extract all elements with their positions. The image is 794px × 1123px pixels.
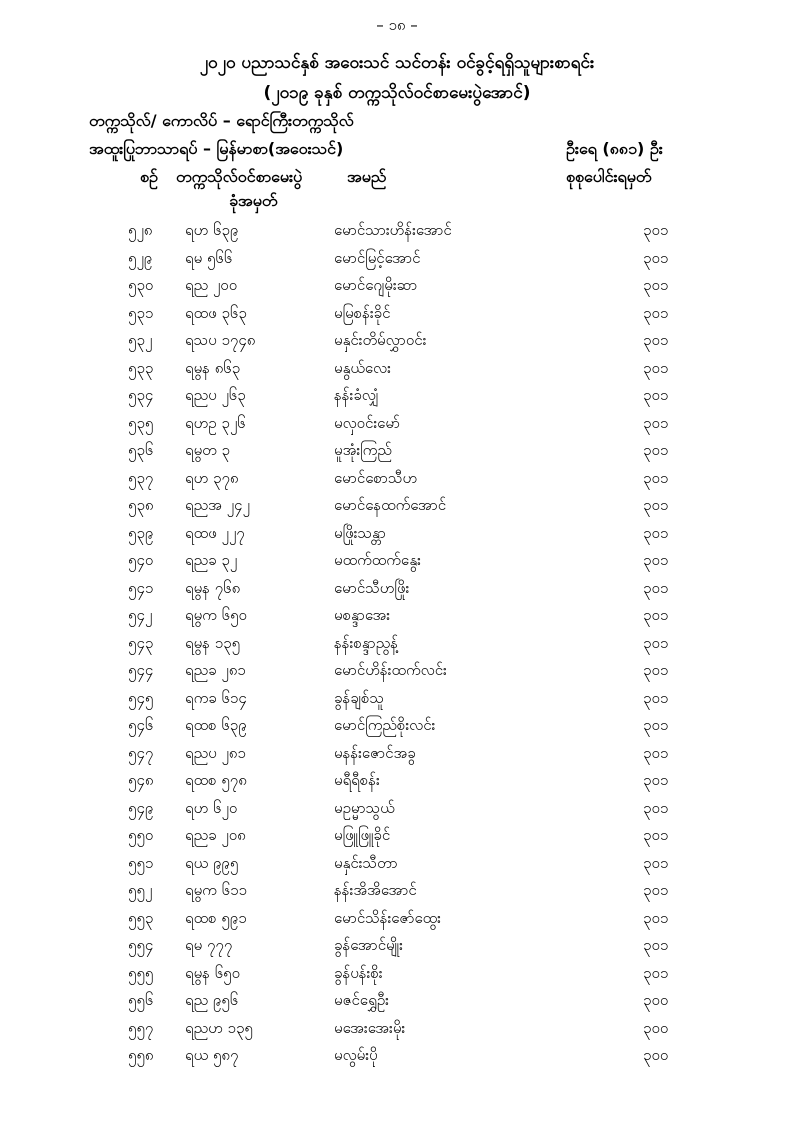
row-number: ၅၃၈ [128,496,154,514]
row-name: မောင်မြင့်အောင် [334,248,421,267]
row-score: ၃၀၁ [643,303,669,322]
row-roll-number: ရထဖ ၃၆၃ [185,303,247,322]
table-row [0,767,794,795]
row-number: ၅၃၉ [128,523,154,542]
row-roll-number: ရမွက ၆၁၁ [185,881,247,899]
row-number: ၅၅၁ [128,853,154,872]
row-score: ၃၀၁ [643,358,669,377]
row-score: ၃၀၀ [643,991,669,1009]
column-header-no: စဉ် [140,167,158,186]
row-score: ၃၀၁ [643,908,669,927]
row-score: ၃၀၁ [643,551,669,569]
table-row [0,300,794,328]
row-score: ၃၀၀ [643,1018,669,1037]
row-name: မနွယ်လေး [334,358,391,377]
row-score: ၃၀၁ [643,936,669,954]
row-roll-number: ရညပ ၂၆၃ [185,386,246,404]
row-number: ၅၄၄ [128,661,154,679]
table-row [0,822,794,850]
row-name: မစန္ဒာအေး [334,606,391,624]
row-score: ၃၀၁ [643,743,669,762]
row-score: ၃၀၁ [643,606,669,624]
table-row [0,932,794,960]
row-name: မလှဝင်းမော် [334,413,401,432]
row-name: မောင်နေထက်အောင် [334,496,447,514]
row-roll-number: ရည ၉၅၆ [185,991,239,1009]
row-roll-number: ရထစ ၆၃၉ [185,716,247,734]
row-name: မောင်သိန်းဇော်ထွေး [334,908,441,927]
row-roll-number: ရကခ ၆၁၄ [185,688,247,707]
page-number: – ၁၈ – [376,16,418,34]
document-title: ၂၀၂၀ ပညာသင်နှစ် အဝေးသင် သင်တန်း ဝင်ခွင့်ရရှိသူများစာရင်း [199,53,595,73]
table-row [0,410,794,438]
row-name: နန်းအိအိအောင် [334,881,417,899]
row-roll-number: ရထစ ၅၉၁ [185,908,247,927]
table-row [0,465,794,493]
row-number: ၅၅၃ [128,908,154,927]
row-name: ခွန်ချစ်သူ [334,688,384,707]
row-score: ၃၀၁ [643,688,669,707]
row-score: ၃၀၁ [643,826,669,844]
table-row [0,740,794,768]
row-score: ၃၀၁ [643,413,669,432]
row-name: မအေးအေးမိုး [334,1018,406,1037]
row-number: ၅၅၂ [128,881,153,899]
row-roll-number: ရညခ ၂၈၁ [185,661,246,679]
row-score: ၃၀၁ [643,386,669,404]
row-name: နန်းခံလျှံ [334,386,379,404]
row-score: ၃၀၁ [643,798,669,817]
table-row [0,877,794,905]
row-name: နန်းစန္ဒာညွန့် [334,633,398,652]
table-row [0,492,794,520]
table-row [0,520,794,548]
row-number: ၅၅၇ [128,1018,154,1037]
row-roll-number: ရမွန ၆၅၀ [185,963,241,982]
row-roll-number: ရသပ ၁၇၄၈ [185,331,256,349]
row-number: ၅၄၃ [128,633,154,652]
row-roll-number: ရမ ၅၆၆ [185,248,233,267]
row-roll-number: ရမွတ ၃ [185,441,230,459]
row-name: မောင်ဟိန်းထက်လင်း [334,661,447,679]
row-score: ၃၀၁ [643,248,669,267]
row-roll-number: ရထစ ၅၇၈ [185,771,247,789]
table-row [0,217,794,245]
row-name: မဖြိုးသန္တာ [334,523,386,542]
row-name: မဥမ္မာသွယ် [334,798,395,817]
table-row [0,602,794,630]
row-number: ၅၃၃ [128,358,154,377]
row-score: ၃၀၁ [643,578,669,597]
results-table [0,217,794,1070]
row-name: မနှင်းသီတာ [334,853,398,872]
row-number: ၅၄၂ [128,606,153,624]
table-row [0,685,794,713]
row-name: မောင်စောသီဟ [334,468,418,487]
row-roll-number: ရည ၂၀၀ [185,276,238,294]
row-name: ခွန်အောင်မျိုး [334,936,403,954]
row-name: မနန်းဇောင်အခွ [334,743,416,762]
row-score: ၃၀၁ [643,276,669,294]
column-header-roll-line2: ခုံအမှတ် [229,191,278,210]
row-score: ၃၀၁ [643,523,669,542]
row-number: ၅၅၆ [128,991,154,1009]
row-roll-number: ရဟဥ ၃၂၆ [185,413,246,432]
row-score: ၃၀၁ [643,716,669,734]
row-roll-number: ရညဟ ၁၃၅ [185,1018,253,1037]
row-number: ၅၃၂ [128,331,153,349]
row-number: ၅၄၁ [128,578,154,597]
row-name: မမြစန်းခိုင် [334,303,391,322]
row-roll-number: ရဟ ၆၃၉ [185,221,239,239]
table-row [0,547,794,575]
row-name: မဇင်ရွှေဦး [334,991,389,1009]
row-number: ၅၃၁ [128,303,154,322]
table-row [0,575,794,603]
row-number: ၅၃၅ [128,413,154,432]
table-row [0,960,794,988]
row-number: ၅၄၈ [128,771,154,789]
row-number: ၅၂၈ [128,221,153,239]
table-row [0,355,794,383]
table-row [0,245,794,273]
row-number: ၅၄၆ [128,716,154,734]
row-score: ၃၀၁ [643,963,669,982]
row-number: ၅၅၀ [128,826,154,844]
row-number: ၅၃၇ [128,468,154,487]
row-number: ၅၄၉ [128,798,154,817]
table-row [0,327,794,355]
row-roll-number: ရညအ ၂၄၂ [185,496,250,514]
row-number: ၅၂၉ [128,248,153,267]
row-score: ၃၀၀ [643,1046,669,1064]
row-roll-number: ရယ ၉၉၅ [185,853,239,872]
row-number: ၅၅၈ [128,1046,154,1064]
row-score: ၃၀၁ [643,633,669,652]
total-count: ဦးရေ (၈၈၁) ဦး [566,139,663,158]
row-roll-number: ရညခ ၂၀၈ [185,826,246,844]
row-roll-number: ရမွန ၇၆၈ [185,578,241,597]
column-header-name: အမည် [347,167,387,186]
row-score: ၃၀၁ [643,661,669,679]
row-score: ၃၀၁ [643,331,669,349]
column-header-score: စုစုပေါင်းရမှတ် [566,167,652,186]
row-roll-number: ရယ ၅၈၇ [185,1046,239,1064]
row-number: ၅၅၄ [128,936,154,954]
row-number: ၅၅၅ [128,963,154,982]
university-line: တက္ကသိုလ်/ ကောလိပ် – ရောင်ကြီးတက္ကသိုလ် [89,111,354,130]
major-line: အထူးပြုဘာသာရပ် – မြန်မာစာ(အဝေးသင်) [89,139,344,158]
row-name: ခွန်ပန်းစိုး [334,963,383,982]
row-number: ၅၃၆ [128,441,154,459]
table-row [0,712,794,740]
row-score: ၃၀၁ [643,771,669,789]
table-row [0,905,794,933]
row-name: မရီရီစန်း [334,771,380,789]
table-row [0,1042,794,1070]
row-roll-number: ရဟ ၆၂၀ [185,798,238,817]
row-name: မောင်ကြည်စိုးလင်း [334,716,436,734]
row-number: ၅၄၅ [128,688,154,707]
table-row [0,795,794,823]
row-name: မထက်ထက်နွေး [334,551,421,569]
row-name: မဖြူဖြူခိုင် [334,826,391,844]
row-name: မောင်ဂျေမိုးဆာ [334,276,418,294]
row-roll-number: ရမွန ၈၆၃ [185,358,241,377]
row-score: ၃၀၁ [643,496,669,514]
row-number: ၅၄၇ [128,743,154,762]
row-roll-number: ရညပ ၂၈၁ [185,743,246,762]
row-name: မနှင်းတိမ်လွှာဝင်း [334,331,427,349]
table-row [0,437,794,465]
row-score: ၃၀၁ [643,468,669,487]
row-score: ၃၀၁ [643,221,669,239]
row-roll-number: ရထဖ ၂၂၇ [185,523,245,542]
row-name: မူအုံးကြည် [334,441,392,459]
document-subtitle: (၂၀၁၉ ခုနှစ် တက္ကသိုလ်ဝင်စာမေးပွဲအောင်) [263,83,531,103]
table-row [0,630,794,658]
row-name: မလွမ်းပို [334,1046,378,1064]
row-number: ၅၃၀ [128,276,154,294]
table-row [0,382,794,410]
row-name: မောင်သားဟိန်းအောင် [334,221,452,239]
table-row [0,850,794,878]
row-roll-number: ရညခ ၃၂ [185,551,238,569]
table-row [0,657,794,685]
row-score: ၃၀၁ [643,441,669,459]
row-roll-number: ရမွက ၆၅၀ [185,606,247,624]
table-row [0,987,794,1015]
column-header-roll: တက္ကသိုလ်ဝင်စာမေးပွဲ [176,167,303,186]
row-roll-number: ရမွန ၁၃၅ [185,633,241,652]
row-roll-number: ရဟ ၃၇၈ [185,468,239,487]
table-row [0,272,794,300]
row-score: ၃၀၁ [643,853,669,872]
row-score: ၃၀၁ [643,881,669,899]
row-roll-number: ရမ ၇၇၇ [185,936,233,954]
table-row [0,1015,794,1043]
row-name: မောင်သီဟဖြိုး [334,578,410,597]
row-number: ၅၃၄ [128,386,154,404]
row-number: ၅၄၀ [128,551,154,569]
